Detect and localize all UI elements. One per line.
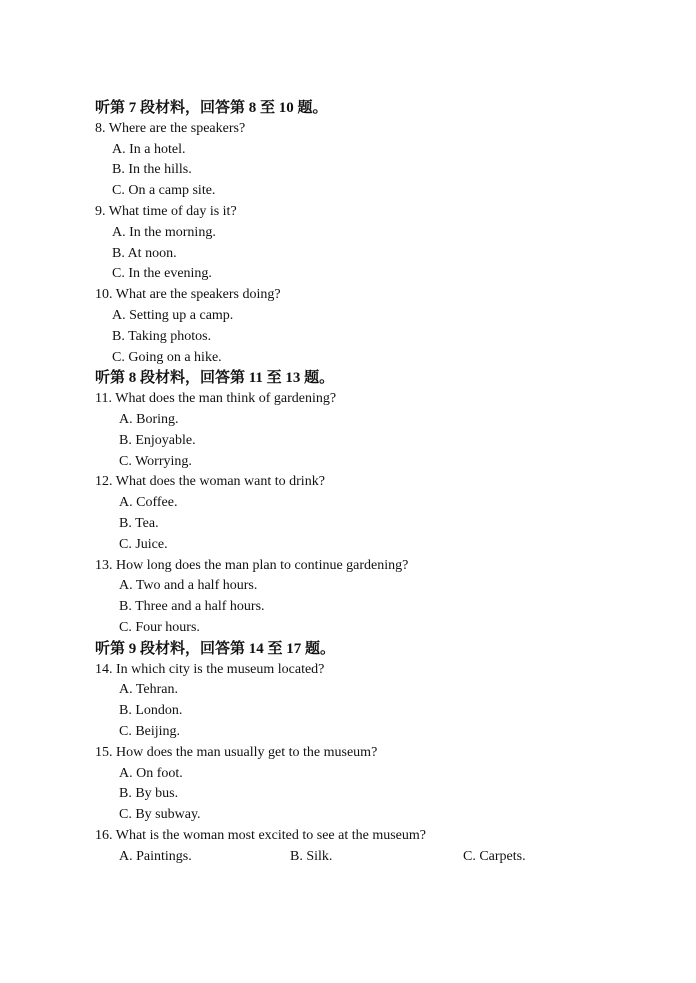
option-b: B. Silk.: [290, 848, 333, 864]
option-a: A. In a hotel.: [112, 141, 186, 157]
option-a: A. Tehran.: [119, 682, 179, 698]
option-b: B. Tea.: [119, 515, 159, 531]
option-a: A. Paintings.: [119, 848, 192, 864]
option-a: A. Two and a half hours.: [119, 578, 258, 594]
section-header: 听第 8 段材料，回答第 11 至 13 题。: [95, 370, 335, 387]
question-14: 14. In which city is the museum located?: [95, 661, 325, 677]
question-8: 8. Where are the speakers?: [95, 120, 246, 136]
options-row: [95, 847, 655, 868]
question-13: 13. How long does the man plan to continue gardening?: [95, 557, 409, 573]
option-a: A. In the morning.: [112, 224, 216, 240]
option-b: B. Taking photos.: [112, 328, 212, 344]
section-header: 听第 7 段材料，回答第 8 至 10 题。: [95, 100, 328, 116]
option-c: C. Carpets.: [463, 848, 526, 864]
option-b: B. By bus.: [119, 786, 179, 802]
option-c: C. By subway.: [119, 807, 201, 823]
option-b: B. In the hills.: [112, 162, 192, 178]
question-15: 15. How does the man usually get to the museum?: [95, 744, 378, 760]
option-c: C. Going on a hike.: [112, 349, 222, 365]
option-c: C. Beijing.: [119, 723, 181, 739]
section-header: 听第 9 段材料，回答第 14 至 17 题。: [95, 640, 336, 657]
option-b: B. London.: [119, 703, 183, 719]
option-a: A. On foot.: [119, 765, 183, 781]
option-b: B. At noon.: [112, 245, 177, 261]
option-c: C. In the evening.: [112, 266, 212, 282]
question-10: 10. What are the speakers doing?: [95, 287, 281, 303]
option-c: C. Four hours.: [119, 619, 200, 635]
option-a: A. Boring.: [119, 411, 179, 427]
question-12: 12. What does the woman want to drink?: [95, 474, 325, 490]
option-c: C. On a camp site.: [112, 183, 216, 199]
option-c: C. Juice.: [119, 536, 168, 552]
question-11: 11. What does the man think of gardening?: [95, 391, 337, 407]
question-9: 9. What time of day is it?: [95, 203, 237, 219]
option-c: C. Worrying.: [119, 453, 192, 469]
option-b: B. Enjoyable.: [119, 432, 196, 448]
option-a: A. Setting up a camp.: [112, 307, 234, 323]
option-a: A. Coffee.: [119, 495, 178, 511]
listening-section: [95, 98, 655, 867]
question-16: 16. What is the woman most excited to see at the museum?: [95, 827, 426, 843]
option-b: B. Three and a half hours.: [119, 599, 265, 615]
